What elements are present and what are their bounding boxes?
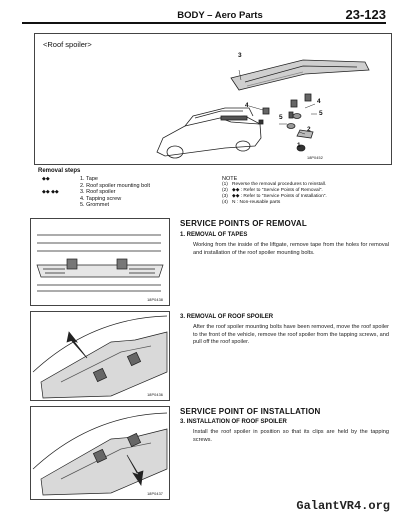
removal-step-3-title: 3. REMOVAL OF ROOF SPOILER xyxy=(180,314,274,320)
callout-3: 3 xyxy=(238,52,242,59)
removal-step-4: 4. Tapping screw xyxy=(80,195,122,202)
removal-step-3: 3. Roof spoiler xyxy=(80,189,116,195)
liftgate-inside-illustration xyxy=(31,219,169,305)
header-title: BODY – Aero Parts xyxy=(177,10,263,21)
note-line-2: (2) ◆◆ : Refer to "Service Points of Removal". xyxy=(222,188,323,193)
roof-spoiler-exploded-view xyxy=(35,34,391,164)
removal-step-3-text: After the roof spoiler mounting bolts have been removed, move the roof spoiler to the front of the vehicle, remove the roof spoiler from the tapping screws, and pull off the roof spoiler. xyxy=(193,324,389,346)
page-number: 23-123 xyxy=(345,7,386,22)
removal-step-1: 1. Tape xyxy=(80,176,98,182)
removal-step-1-title: 1. REMOVAL OF TAPES xyxy=(180,232,248,238)
figure-3-id: 18P0437 xyxy=(147,492,163,496)
removal-step-2: 2. Roof spoiler mounting bolt xyxy=(80,182,151,189)
callout-5-left: 5 xyxy=(279,114,283,121)
callout-4-left: 4 xyxy=(245,102,249,109)
main-figure-box xyxy=(34,33,392,165)
main-figure-id: 18P0452 xyxy=(307,156,323,160)
callout-2: 2 xyxy=(307,126,311,133)
removal-heading: SERVICE POINTS OF REMOVAL xyxy=(180,219,307,228)
note-line-3: (3) ◆◆ : Refer to "Service Points of Installation". xyxy=(222,194,327,199)
callout-4-right: 4 xyxy=(317,98,321,105)
spoiler-installation-illustration xyxy=(31,407,169,499)
note-line-4: (4) N : Non-reusable parts xyxy=(222,200,281,205)
header-rule xyxy=(22,22,386,24)
figure-1-id: 18P0438 xyxy=(147,298,163,302)
callout-1: 1 xyxy=(297,142,301,149)
installation-heading: SERVICE POINT OF INSTALLATION xyxy=(180,407,321,416)
figure-install-spoiler xyxy=(30,406,170,500)
step1-mark: ◆◆ xyxy=(42,176,50,182)
callout-5-right: 5 xyxy=(319,110,323,117)
figure-tape-holes xyxy=(30,218,170,306)
figure-remove-spoiler xyxy=(30,311,170,401)
removal-step-1-text: Working from the inside of the liftgate, remove tape from the holes for removal and installation of the roof spoiler mounting bolts. xyxy=(193,242,389,256)
section-caption: <Roof spoiler> xyxy=(43,40,92,49)
spoiler-removal-illustration xyxy=(31,312,169,400)
step3-mark: ◆◆ ◆◆ xyxy=(42,189,59,195)
figure-2-id: 18P0436 xyxy=(147,393,163,397)
removal-steps-title: Removal steps xyxy=(38,168,81,174)
installation-step-3-text: Install the roof spoiler in position so that its clips are held by the tapping screws. xyxy=(193,429,389,443)
installation-step-3-title: 3. INSTALLATION OF ROOF SPOILER xyxy=(180,419,287,425)
note-line-1: (1) Reverse the removal procedures to reinstall. xyxy=(222,182,327,187)
watermark: GalantVR4.org xyxy=(296,499,390,513)
note-title: NOTE xyxy=(222,176,238,182)
removal-step-5: 5. Grommet xyxy=(80,202,110,208)
